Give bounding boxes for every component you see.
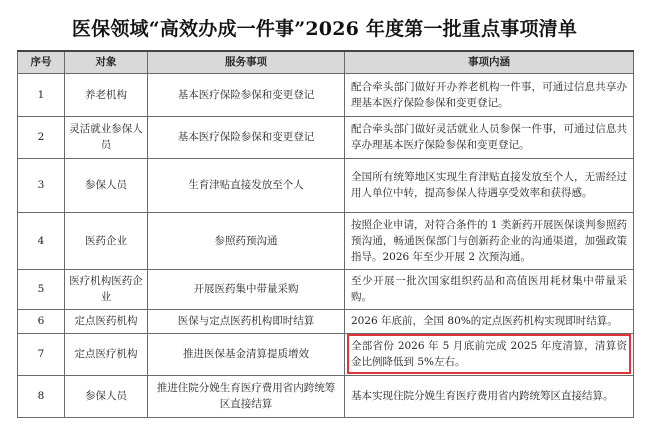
row-target: 医药企业 xyxy=(65,212,148,269)
row-detail: 至少开展一批次国家组织药品和高值医用耗材集中带量采购。 xyxy=(345,269,634,309)
row-target: 参保人员 xyxy=(65,375,148,417)
table-row xyxy=(18,333,634,375)
row-service: 基本医疗保险参保和变更登记 xyxy=(148,73,345,116)
row-target: 定点医疗机构 xyxy=(65,333,148,375)
row-service: 医保与定点医药机构即时结算 xyxy=(148,309,345,333)
row-detail: 按照企业申请，对符合条件的 1 类新药开展医保谈判参照药预沟通，畅通医保部门与创新药企业的沟通渠道，加强政策指导。2026 年至少开展 2 次预沟通。 xyxy=(345,212,634,269)
table-row xyxy=(18,158,634,212)
row-number: 3 xyxy=(18,158,65,212)
row-detail: 配合牵头部门做好灵活就业人员参保一件事，可通过信息共享办理基本医疗保险参保和变更登记。 xyxy=(345,116,634,158)
row-detail: 基本实现住院分娩生育医疗费用省内跨统筹区直接结算。 xyxy=(345,375,634,417)
row-detail-text: 全部省份 2026 年 5 月底前完成 2025 年度清算，清算资金比例降低到 5%左右。 xyxy=(351,340,627,368)
column-header-no: 序号 xyxy=(18,51,65,73)
row-service: 推进住院分娩生育医疗费用省内跨统筹区直接结算 xyxy=(148,375,345,417)
row-target: 参保人员 xyxy=(65,158,148,212)
row-target: 养老机构 xyxy=(65,73,148,116)
row-number: 4 xyxy=(18,212,65,269)
row-number: 7 xyxy=(18,333,65,375)
row-target: 灵活就业参保人员 xyxy=(65,116,148,158)
row-number: 1 xyxy=(18,73,65,116)
table-header-row xyxy=(18,51,634,73)
table-row xyxy=(18,73,634,116)
row-service: 生育津贴直接发放至个人 xyxy=(148,158,345,212)
column-header-target: 对象 xyxy=(65,51,148,73)
table-row xyxy=(18,375,634,417)
page-title: 医保领域“高效办成一件事”2026 年度第一批重点事项清单 xyxy=(71,18,578,40)
row-service: 开展医药集中带量采购 xyxy=(148,269,345,309)
row-detail: 2026 年底前，全国 80%的定点医药机构实现即时结算。 xyxy=(345,309,634,333)
row-detail: 全国所有统筹地区实现生育津贴直接发放至个人，无需经过用人单位中转，提高参保人待遇享受效率和获得感。 xyxy=(345,158,634,212)
row-target: 医疗机构医药企业 xyxy=(65,269,148,309)
table-row xyxy=(18,212,634,269)
row-number: 5 xyxy=(18,269,65,309)
row-service: 推进医保基金清算提质增效 xyxy=(148,333,345,375)
row-number: 6 xyxy=(18,309,65,333)
table-row xyxy=(18,309,634,333)
row-number: 2 xyxy=(18,116,65,158)
column-header-detail: 事项内涵 xyxy=(345,51,634,73)
table-row xyxy=(18,269,634,309)
row-service: 参照药预沟通 xyxy=(148,212,345,269)
row-target: 定点医药机构 xyxy=(65,309,148,333)
highlighted-detail-wrapper xyxy=(351,338,627,370)
column-header-service: 服务事项 xyxy=(148,51,345,73)
row-detail: 配合牵头部门做好开办养老机构一件事，可通过信息共享办理基本医疗保险参保和变更登记。 xyxy=(345,73,634,116)
key-items-table xyxy=(17,50,634,418)
row-detail-highlighted xyxy=(345,333,634,375)
table-row xyxy=(18,116,634,158)
row-number: 8 xyxy=(18,375,65,417)
row-service: 基本医疗保险参保和变更登记 xyxy=(148,116,345,158)
